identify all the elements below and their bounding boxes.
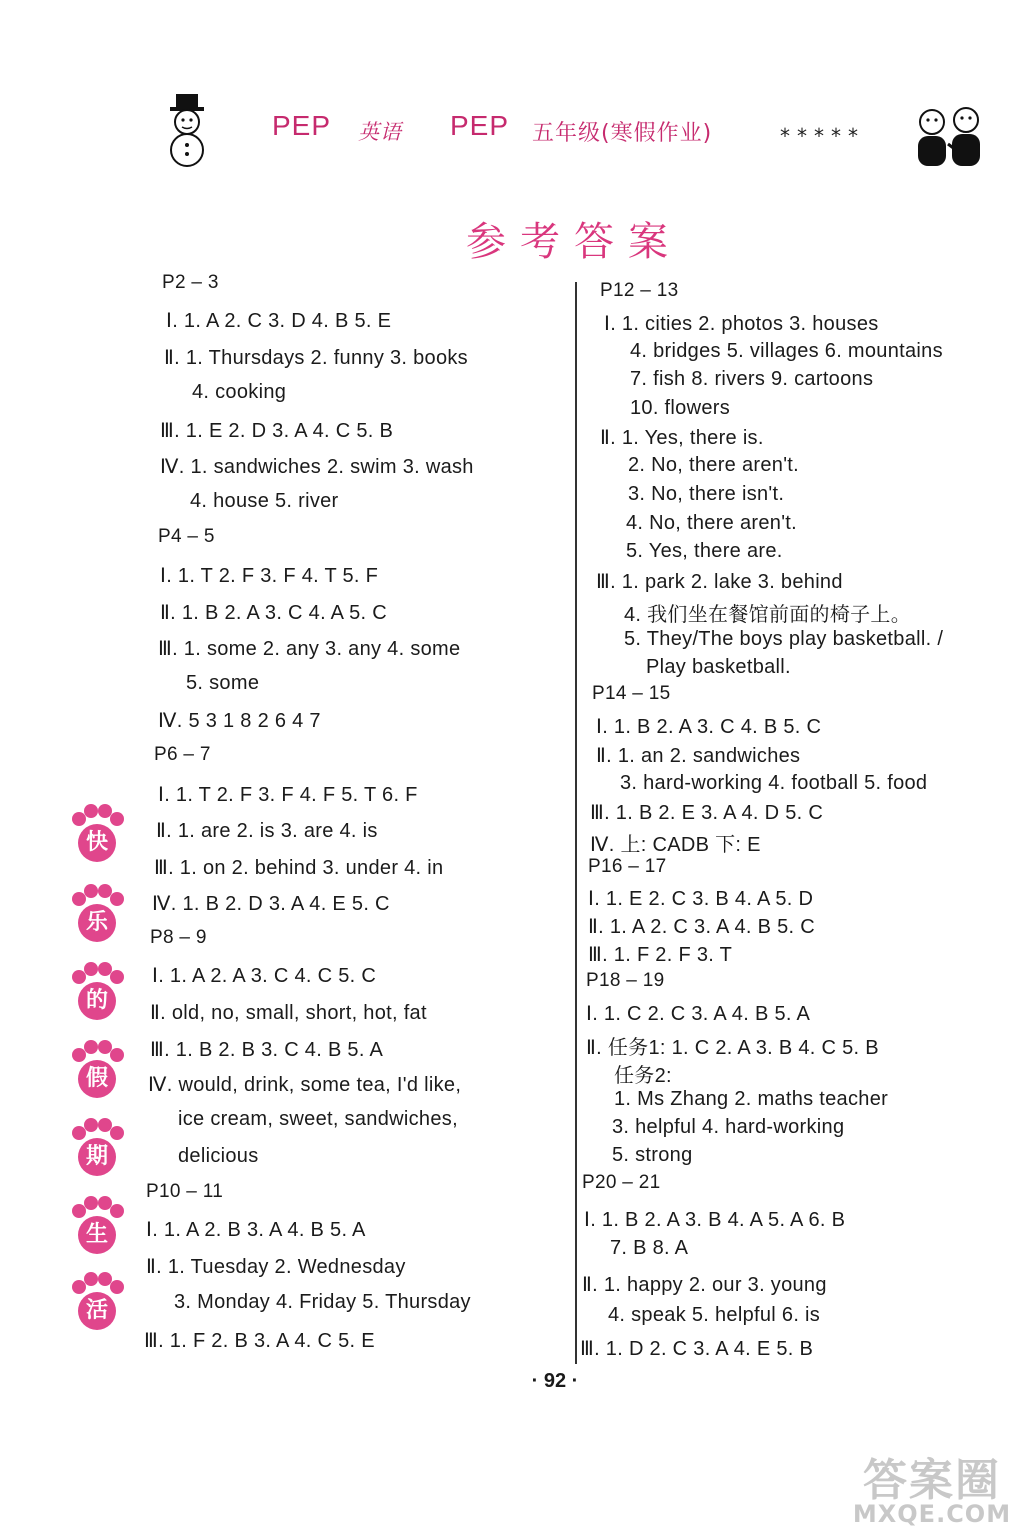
answer-line: Ⅱ. 1. Thursdays 2. funny 3. books xyxy=(164,347,468,369)
answer-line: Ⅰ. 1. A 2. C 3. D 4. B 5. E xyxy=(166,310,392,332)
section-heading: P14 – 15 xyxy=(592,683,671,704)
badge-char: 生 xyxy=(85,1222,108,1247)
answer-line: Ⅰ. 1. B 2. A 3. C 4. B 5. C xyxy=(596,716,822,738)
answer-line: Ⅱ. 1. happy 2. our 3. young xyxy=(582,1274,827,1296)
answer-line: Ⅰ. 1. T 2. F 3. F 4. T 5. F xyxy=(160,565,379,587)
answer-line: Ⅱ. 1. an 2. sandwiches xyxy=(596,745,801,767)
answer-line: Ⅰ. 1. C 2. C 3. A 4. B 5. A xyxy=(586,1003,811,1025)
section-heading: P4 – 5 xyxy=(158,526,215,547)
answer-line: 5. Yes, there are. xyxy=(626,540,783,562)
answer-line: Play basketball. xyxy=(646,656,791,678)
answer-line: Ⅱ. 1. A 2. C 3. A 4. B 5. C xyxy=(588,916,815,938)
answer-line: Ⅰ. 1. E 2. C 3. B 4. A 5. D xyxy=(588,888,814,910)
answer-line: 4. cooking xyxy=(192,381,287,403)
answer-line: Ⅲ. 1. B 2. E 3. A 4. D 5. C xyxy=(590,802,824,824)
answer-line: 4. No, there aren't. xyxy=(626,512,798,534)
answer-line: Ⅲ. 1. park 2. lake 3. behind xyxy=(596,571,843,593)
paw-badge-icon xyxy=(66,1040,126,1104)
answer-line: Ⅱ. 1. Tuesday 2. Wednesday xyxy=(146,1256,406,1278)
answer-line: 3. helpful 4. hard-working xyxy=(612,1116,845,1138)
header-pep-right: PEP xyxy=(450,110,510,141)
answer-line: 7. B 8. A xyxy=(610,1237,689,1259)
header-pep-left: PEP xyxy=(272,110,332,141)
answer-line: 7. fish 8. rivers 9. cartoons xyxy=(630,368,874,390)
answer-line: Ⅱ. 1. Yes, there is. xyxy=(600,427,764,449)
answer-line: Ⅰ. 1. cities 2. photos 3. houses xyxy=(604,313,879,335)
paw-badge-icon xyxy=(66,884,126,948)
answer-line: Ⅰ. 1. T 2. F 3. F 4. F 5. T 6. F xyxy=(158,784,418,806)
answer-line: 3. Monday 4. Friday 5. Thursday xyxy=(174,1291,471,1313)
badge-char: 快 xyxy=(85,830,108,855)
answer-line: Ⅲ. 1. D 2. C 3. A 4. E 5. B xyxy=(580,1338,814,1360)
answer-line: 4. speak 5. helpful 6. is xyxy=(608,1304,821,1326)
paw-badge-icon xyxy=(66,1196,126,1260)
section-heading: P20 – 21 xyxy=(582,1172,661,1193)
badge-char: 期 xyxy=(85,1144,108,1169)
paw-badge-icon xyxy=(66,804,126,868)
answer-line: 10. flowers xyxy=(630,397,731,419)
answer-line: 5. They/The boys play basketball. / xyxy=(624,628,944,650)
watermark-logo xyxy=(852,1444,1012,1528)
badge-char: 乐 xyxy=(85,910,108,935)
section-heading: P2 – 3 xyxy=(162,272,219,293)
watermark-bottom: MXQE.COM xyxy=(852,1500,1012,1528)
answer-line: 4. house 5. river xyxy=(190,490,339,512)
answer-line: Ⅳ. 1. sandwiches 2. swim 3. wash xyxy=(160,456,474,478)
page-title: 参考答案 xyxy=(466,219,682,265)
badge-char: 假 xyxy=(85,1066,108,1091)
section-heading: P6 – 7 xyxy=(154,744,211,765)
page-number: · 92 · xyxy=(531,1370,579,1392)
snowman-pair-icon xyxy=(910,100,990,180)
answer-line: Ⅳ. would, drink, some tea, I'd like, xyxy=(148,1074,462,1096)
section-heading: P10 – 11 xyxy=(146,1181,224,1202)
answer-line: Ⅱ. 1. are 2. is 3. are 4. is xyxy=(156,820,378,842)
answer-line: Ⅰ. 1. A 2. B 3. A 4. B 5. A xyxy=(146,1219,366,1241)
answer-line: delicious xyxy=(178,1145,259,1167)
answer-line: ice cream, sweet, sandwiches, xyxy=(178,1108,458,1130)
section-heading: P8 – 9 xyxy=(150,927,207,948)
answer-line: Ⅳ. 上: CADB 下: E xyxy=(590,834,761,856)
answer-line: Ⅰ. 1. B 2. A 3. B 4. A 5. A 6. B xyxy=(584,1209,846,1231)
answer-line: 任务2: xyxy=(614,1065,672,1087)
header-grade: 五年级(寒假作业) xyxy=(532,121,713,146)
section-heading: P18 – 19 xyxy=(586,970,665,991)
answer-line: Ⅲ. 1. E 2. D 3. A 4. C 5. B xyxy=(160,420,394,442)
watermark-top: 答案圈 xyxy=(863,1455,1001,1506)
answer-line: 5. strong xyxy=(612,1144,693,1166)
answer-line: 2. No, there aren't. xyxy=(628,454,800,476)
answer-line: Ⅰ. 1. A 2. A 3. C 4. C 5. C xyxy=(152,965,377,987)
page-header xyxy=(0,80,1024,180)
answer-line: 3. hard-working 4. football 5. food xyxy=(620,772,928,794)
badge-char: 活 xyxy=(85,1298,108,1323)
answer-line: Ⅱ. 1. B 2. A 3. C 4. A 5. C xyxy=(160,602,387,624)
section-heading: P16 – 17 xyxy=(588,856,667,877)
answer-line: Ⅲ. 1. on 2. behind 3. under 4. in xyxy=(154,857,444,879)
paw-badge-icon xyxy=(66,1118,126,1182)
answer-line: Ⅲ. 1. B 2. B 3. C 4. B 5. A xyxy=(150,1039,384,1061)
answer-line: Ⅲ. 1. some 2. any 3. any 4. some xyxy=(158,638,461,660)
answer-line: 1. Ms Zhang 2. maths teacher xyxy=(614,1088,889,1110)
answer-line: 5. some xyxy=(186,672,260,694)
answer-line: Ⅲ. 1. F 2. B 3. A 4. C 5. E xyxy=(144,1330,375,1352)
paw-badge-icon xyxy=(66,962,126,1026)
answer-line: 4. 我们坐在餐馆前面的椅子上。 xyxy=(624,604,912,626)
badge-char: 的 xyxy=(85,988,108,1013)
header-subject: 英语 xyxy=(358,120,402,144)
answer-line: 4. bridges 5. villages 6. mountains xyxy=(630,340,943,362)
answer-line: Ⅲ. 1. F 2. F 3. T xyxy=(588,944,733,966)
snowman-icon xyxy=(160,90,220,170)
answer-line: Ⅳ. 5 3 1 8 2 6 4 7 xyxy=(158,710,321,732)
answer-line: 3. No, there isn't. xyxy=(628,483,785,505)
section-heading: P12 – 13 xyxy=(600,280,679,301)
answer-line: Ⅱ. old, no, small, short, hot, fat xyxy=(150,1002,427,1024)
answer-line: Ⅳ. 1. B 2. D 3. A 4. E 5. C xyxy=(152,893,390,915)
header-stars: ***** xyxy=(780,124,865,148)
paw-badge-icon xyxy=(66,1272,126,1336)
column-divider xyxy=(575,282,577,1364)
answer-line: Ⅱ. 任务1: 1. C 2. A 3. B 4. C 5. B xyxy=(586,1037,879,1059)
